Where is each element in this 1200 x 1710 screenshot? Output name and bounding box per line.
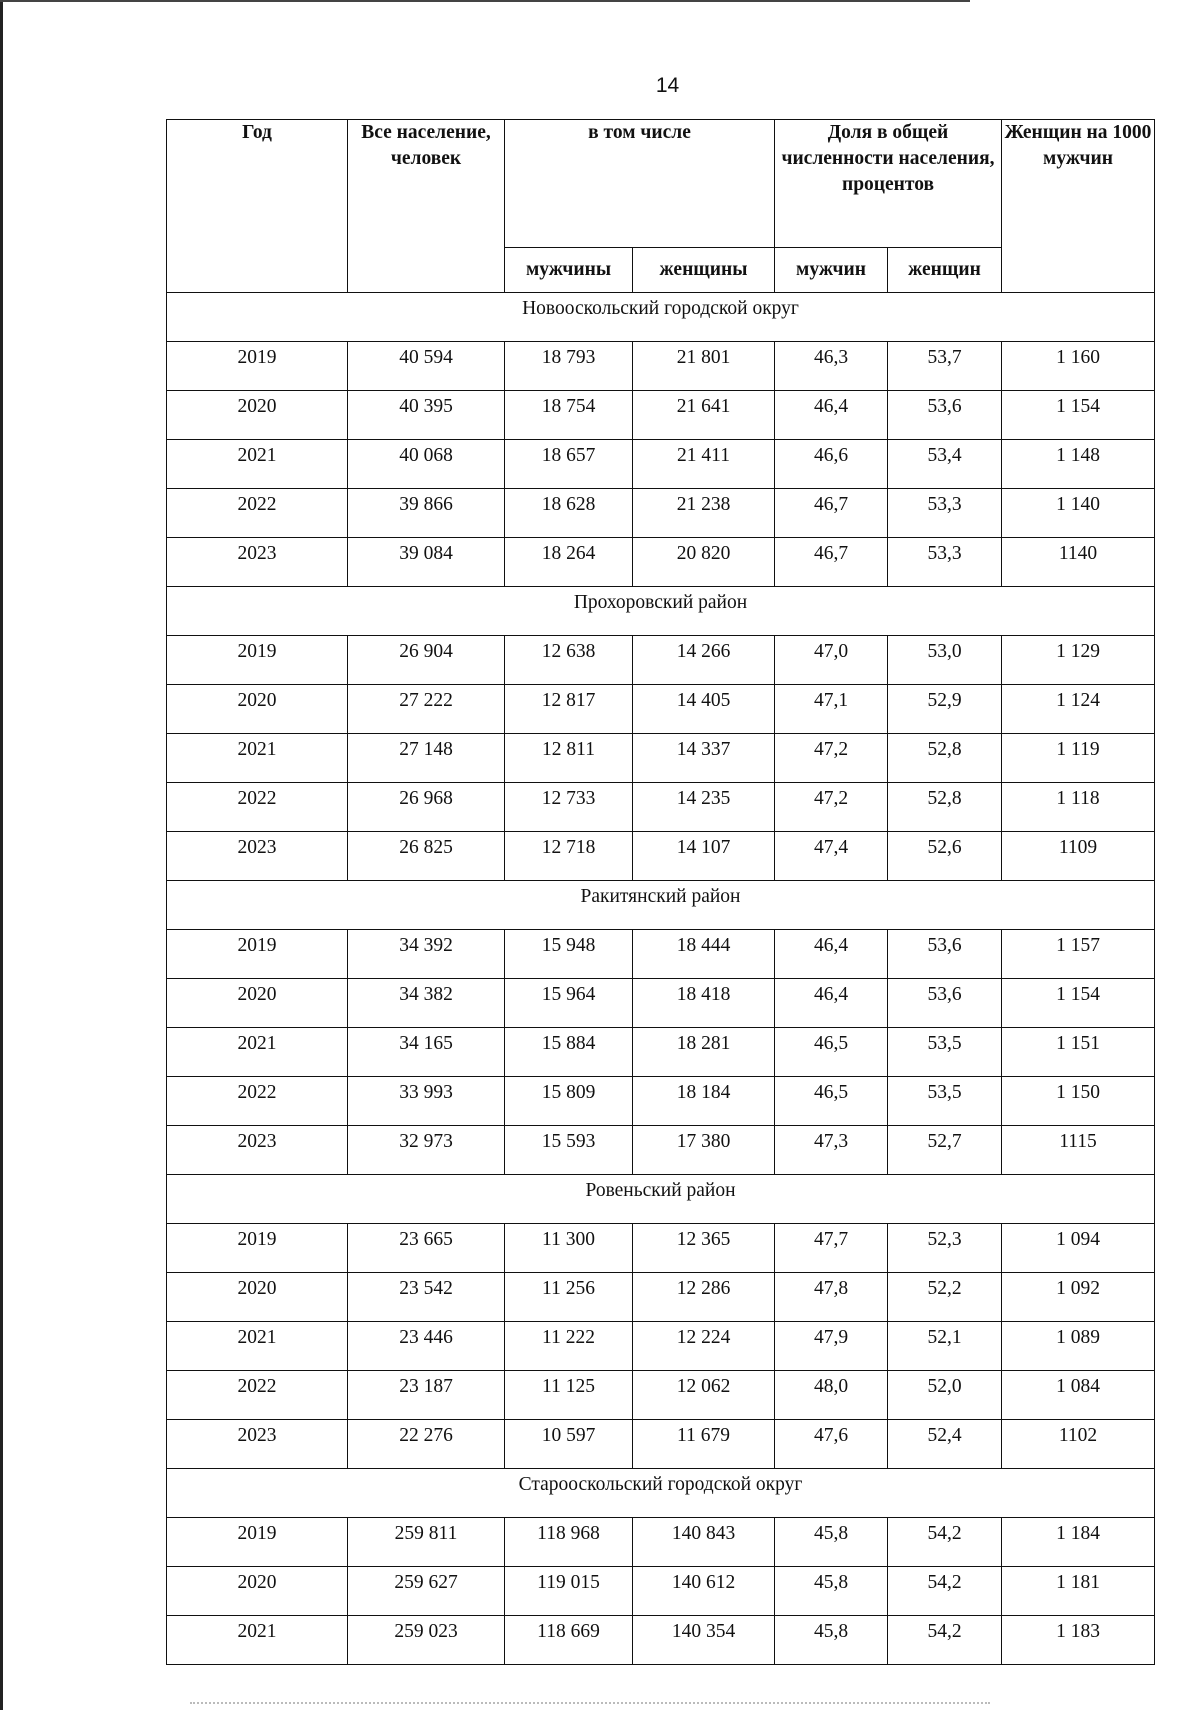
header-women-per-1000-men: Женщин на 1000 мужчин (1002, 120, 1155, 293)
cell-share-women: 52,4 (888, 1420, 1002, 1469)
cell-women: 12 286 (633, 1273, 775, 1322)
cell-share-women: 53,3 (888, 538, 1002, 587)
cell-men: 11 222 (505, 1322, 633, 1371)
cell-share-men: 46,4 (775, 930, 888, 979)
cell-men: 15 809 (505, 1077, 633, 1126)
cell-year: 2020 (167, 1273, 348, 1322)
table-row (167, 489, 1155, 538)
cell-ratio: 1 183 (1002, 1616, 1155, 1665)
cell-share-men: 45,8 (775, 1518, 888, 1567)
cell-share-women: 52,8 (888, 783, 1002, 832)
table-row (167, 1224, 1155, 1273)
cell-women: 20 820 (633, 538, 775, 587)
cell-men: 18 754 (505, 391, 633, 440)
cell-total: 33 993 (348, 1077, 505, 1126)
cell-year: 2019 (167, 1224, 348, 1273)
cell-total: 22 276 (348, 1420, 505, 1469)
cell-year: 2021 (167, 1028, 348, 1077)
footer-scan-artifact (190, 1702, 990, 1706)
cell-share-women: 53,6 (888, 391, 1002, 440)
region-header-row (167, 1175, 1155, 1224)
page-number: 14 (655, 74, 680, 97)
cell-total: 26 825 (348, 832, 505, 881)
cell-year: 2020 (167, 685, 348, 734)
cell-year: 2020 (167, 979, 348, 1028)
cell-women: 140 354 (633, 1616, 775, 1665)
cell-share-men: 45,8 (775, 1616, 888, 1665)
cell-total: 32 973 (348, 1126, 505, 1175)
cell-women: 18 281 (633, 1028, 775, 1077)
cell-women: 21 641 (633, 391, 775, 440)
cell-share-women: 52,6 (888, 832, 1002, 881)
cell-year: 2019 (167, 930, 348, 979)
cell-men: 12 811 (505, 734, 633, 783)
cell-men: 15 884 (505, 1028, 633, 1077)
table-row (167, 930, 1155, 979)
table-row (167, 1518, 1155, 1567)
scan-top-edge (0, 0, 970, 2)
table-row (167, 391, 1155, 440)
cell-ratio: 1 184 (1002, 1518, 1155, 1567)
cell-year: 2019 (167, 1518, 348, 1567)
cell-year: 2023 (167, 832, 348, 881)
cell-men: 118 669 (505, 1616, 633, 1665)
cell-share-women: 53,6 (888, 979, 1002, 1028)
cell-women: 18 184 (633, 1077, 775, 1126)
cell-share-men: 47,1 (775, 685, 888, 734)
cell-men: 119 015 (505, 1567, 633, 1616)
cell-ratio: 1109 (1002, 832, 1155, 881)
cell-ratio: 1140 (1002, 538, 1155, 587)
cell-men: 11 300 (505, 1224, 633, 1273)
table-row (167, 1616, 1155, 1665)
cell-ratio: 1 118 (1002, 783, 1155, 832)
population-table (166, 119, 1155, 1665)
cell-ratio: 1 150 (1002, 1077, 1155, 1126)
cell-year: 2022 (167, 1371, 348, 1420)
region-header-row (167, 881, 1155, 930)
cell-total: 259 023 (348, 1616, 505, 1665)
cell-women: 12 062 (633, 1371, 775, 1420)
cell-men: 18 657 (505, 440, 633, 489)
cell-share-women: 52,2 (888, 1273, 1002, 1322)
cell-share-women: 53,5 (888, 1028, 1002, 1077)
cell-ratio: 1 160 (1002, 342, 1155, 391)
cell-share-women: 53,3 (888, 489, 1002, 538)
cell-men: 12 733 (505, 783, 633, 832)
table-row (167, 1077, 1155, 1126)
cell-women: 18 418 (633, 979, 775, 1028)
cell-total: 40 068 (348, 440, 505, 489)
cell-men: 11 125 (505, 1371, 633, 1420)
cell-men: 15 948 (505, 930, 633, 979)
cell-women: 140 612 (633, 1567, 775, 1616)
cell-ratio: 1 181 (1002, 1567, 1155, 1616)
cell-total: 34 392 (348, 930, 505, 979)
cell-year: 2021 (167, 440, 348, 489)
cell-year: 2022 (167, 783, 348, 832)
cell-women: 18 444 (633, 930, 775, 979)
table-row (167, 1273, 1155, 1322)
cell-share-women: 52,8 (888, 734, 1002, 783)
header-women: женщины (633, 248, 775, 293)
region-header-row (167, 587, 1155, 636)
table-row (167, 1322, 1155, 1371)
cell-share-men: 47,4 (775, 832, 888, 881)
cell-share-women: 54,2 (888, 1616, 1002, 1665)
table-row (167, 1028, 1155, 1077)
header-year: Год (167, 120, 348, 293)
cell-share-women: 53,5 (888, 1077, 1002, 1126)
cell-share-men: 46,7 (775, 538, 888, 587)
cell-women: 140 843 (633, 1518, 775, 1567)
cell-year: 2023 (167, 538, 348, 587)
cell-women: 21 801 (633, 342, 775, 391)
cell-total: 27 222 (348, 685, 505, 734)
cell-year: 2019 (167, 342, 348, 391)
cell-share-women: 53,4 (888, 440, 1002, 489)
cell-share-men: 46,3 (775, 342, 888, 391)
cell-men: 10 597 (505, 1420, 633, 1469)
table-row (167, 538, 1155, 587)
cell-share-women: 52,3 (888, 1224, 1002, 1273)
cell-women: 12 365 (633, 1224, 775, 1273)
cell-share-men: 46,7 (775, 489, 888, 538)
cell-ratio: 1 140 (1002, 489, 1155, 538)
cell-share-men: 46,5 (775, 1028, 888, 1077)
cell-women: 14 266 (633, 636, 775, 685)
cell-year: 2022 (167, 489, 348, 538)
cell-total: 34 382 (348, 979, 505, 1028)
table-row (167, 1126, 1155, 1175)
cell-ratio: 1 148 (1002, 440, 1155, 489)
cell-share-women: 54,2 (888, 1518, 1002, 1567)
scan-left-edge (0, 0, 3, 1710)
cell-ratio: 1 151 (1002, 1028, 1155, 1077)
header-share-men: мужчин (775, 248, 888, 293)
table-row (167, 1371, 1155, 1420)
cell-year: 2021 (167, 734, 348, 783)
table-row (167, 636, 1155, 685)
cell-ratio: 1 129 (1002, 636, 1155, 685)
cell-total: 23 187 (348, 1371, 505, 1420)
cell-share-men: 47,3 (775, 1126, 888, 1175)
cell-total: 27 148 (348, 734, 505, 783)
table-row (167, 440, 1155, 489)
table-row (167, 1420, 1155, 1469)
cell-men: 12 718 (505, 832, 633, 881)
cell-share-women: 52,1 (888, 1322, 1002, 1371)
table-row (167, 979, 1155, 1028)
cell-year: 2022 (167, 1077, 348, 1126)
cell-total: 259 811 (348, 1518, 505, 1567)
cell-ratio: 1 157 (1002, 930, 1155, 979)
cell-share-women: 54,2 (888, 1567, 1002, 1616)
header-share: Доля в общей численности населения, процентов (775, 120, 1002, 248)
cell-men: 12 817 (505, 685, 633, 734)
cell-share-women: 52,7 (888, 1126, 1002, 1175)
cell-men: 15 593 (505, 1126, 633, 1175)
cell-total: 39 084 (348, 538, 505, 587)
cell-total: 23 542 (348, 1273, 505, 1322)
table-row (167, 832, 1155, 881)
cell-share-men: 46,6 (775, 440, 888, 489)
table-row (167, 342, 1155, 391)
cell-share-men: 46,5 (775, 1077, 888, 1126)
cell-ratio: 1 089 (1002, 1322, 1155, 1371)
cell-ratio: 1 092 (1002, 1273, 1155, 1322)
cell-total: 26 904 (348, 636, 505, 685)
cell-men: 18 264 (505, 538, 633, 587)
cell-share-men: 47,2 (775, 783, 888, 832)
region-name: Ракитянский район (167, 881, 1155, 930)
region-header-row (167, 293, 1155, 342)
cell-share-men: 48,0 (775, 1371, 888, 1420)
cell-women: 21 411 (633, 440, 775, 489)
cell-year: 2023 (167, 1420, 348, 1469)
cell-share-women: 52,9 (888, 685, 1002, 734)
cell-total: 40 395 (348, 391, 505, 440)
cell-total: 23 446 (348, 1322, 505, 1371)
region-name: Новооскольский городской округ (167, 293, 1155, 342)
cell-ratio: 1 094 (1002, 1224, 1155, 1273)
cell-women: 21 238 (633, 489, 775, 538)
cell-women: 14 235 (633, 783, 775, 832)
cell-share-women: 53,6 (888, 930, 1002, 979)
cell-women: 11 679 (633, 1420, 775, 1469)
cell-share-men: 46,4 (775, 979, 888, 1028)
region-name: Прохоровский район (167, 587, 1155, 636)
header-including: в том числе (505, 120, 775, 248)
table-body (167, 293, 1155, 1665)
table-row (167, 734, 1155, 783)
table-row (167, 685, 1155, 734)
cell-share-men: 46,4 (775, 391, 888, 440)
cell-ratio: 1 154 (1002, 391, 1155, 440)
cell-share-women: 52,0 (888, 1371, 1002, 1420)
header-men: мужчины (505, 248, 633, 293)
cell-share-men: 47,7 (775, 1224, 888, 1273)
cell-men: 18 793 (505, 342, 633, 391)
cell-share-women: 53,0 (888, 636, 1002, 685)
cell-women: 14 107 (633, 832, 775, 881)
cell-total: 26 968 (348, 783, 505, 832)
table-row (167, 1567, 1155, 1616)
cell-year: 2021 (167, 1322, 348, 1371)
cell-ratio: 1 084 (1002, 1371, 1155, 1420)
cell-total: 23 665 (348, 1224, 505, 1273)
cell-women: 17 380 (633, 1126, 775, 1175)
cell-women: 14 405 (633, 685, 775, 734)
cell-share-men: 47,6 (775, 1420, 888, 1469)
cell-total: 39 866 (348, 489, 505, 538)
cell-share-men: 47,9 (775, 1322, 888, 1371)
cell-ratio: 1115 (1002, 1126, 1155, 1175)
cell-year: 2023 (167, 1126, 348, 1175)
cell-share-women: 53,7 (888, 342, 1002, 391)
cell-women: 14 337 (633, 734, 775, 783)
region-name: Ровеньский район (167, 1175, 1155, 1224)
cell-total: 40 594 (348, 342, 505, 391)
cell-men: 118 968 (505, 1518, 633, 1567)
cell-women: 12 224 (633, 1322, 775, 1371)
table-row (167, 783, 1155, 832)
cell-men: 15 964 (505, 979, 633, 1028)
cell-ratio: 1102 (1002, 1420, 1155, 1469)
region-name: Старооскольский городской округ (167, 1469, 1155, 1518)
cell-year: 2021 (167, 1616, 348, 1665)
cell-year: 2020 (167, 391, 348, 440)
cell-ratio: 1 124 (1002, 685, 1155, 734)
cell-total: 259 627 (348, 1567, 505, 1616)
cell-year: 2020 (167, 1567, 348, 1616)
cell-ratio: 1 119 (1002, 734, 1155, 783)
cell-share-men: 47,0 (775, 636, 888, 685)
cell-share-men: 47,8 (775, 1273, 888, 1322)
cell-men: 18 628 (505, 489, 633, 538)
cell-year: 2019 (167, 636, 348, 685)
cell-ratio: 1 154 (1002, 979, 1155, 1028)
cell-men: 12 638 (505, 636, 633, 685)
header-total-population: Все население, человек (348, 120, 505, 293)
header-share-women: женщин (888, 248, 1002, 293)
cell-share-men: 45,8 (775, 1567, 888, 1616)
cell-total: 34 165 (348, 1028, 505, 1077)
region-header-row (167, 1469, 1155, 1518)
cell-men: 11 256 (505, 1273, 633, 1322)
cell-share-men: 47,2 (775, 734, 888, 783)
